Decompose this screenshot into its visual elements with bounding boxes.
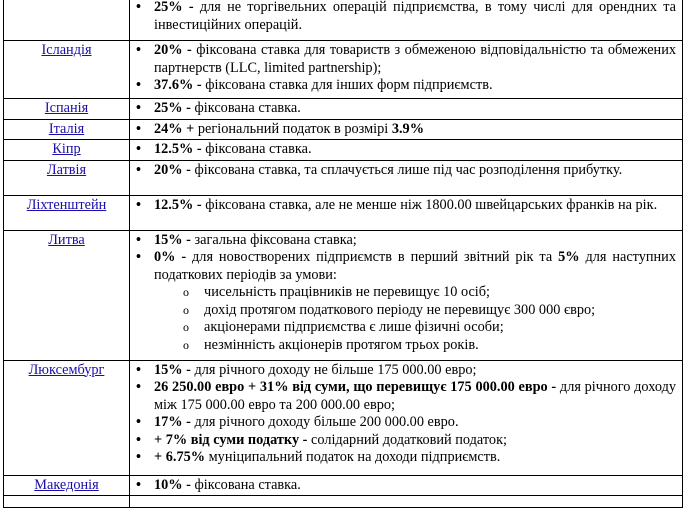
rate-text: солідарний додатковий податок; xyxy=(311,431,507,448)
country-cell xyxy=(4,41,130,99)
country-row xyxy=(4,0,683,41)
rates-cell xyxy=(130,360,683,475)
rate-value: 37.6% - xyxy=(154,77,206,93)
country-cell xyxy=(4,160,130,195)
tax-table-body xyxy=(4,0,683,508)
rate-text: муніципальний податок на доходи підприємств. xyxy=(208,449,501,465)
rates-cell xyxy=(130,41,683,99)
country-row xyxy=(4,496,683,508)
rate-text: для річного доходу більше 200 000.00 евро. xyxy=(194,414,459,430)
rate-item xyxy=(130,141,676,159)
rate-value: 0% - xyxy=(154,249,193,265)
country-link-2[interactable]: Іспанія xyxy=(44,100,89,116)
rate-value: 26 250.00 евро + 31% від суми, що перевищує 175 000.00 евро - xyxy=(154,379,560,395)
country-link-1[interactable]: Ісландія xyxy=(41,42,92,58)
rates-cell xyxy=(130,475,683,496)
condition-item: o чисельність працівників не перевищує 10 осіб; xyxy=(154,284,676,302)
rates-cell xyxy=(130,99,683,120)
country-link-5[interactable]: Латвія xyxy=(46,161,87,178)
country-row xyxy=(4,360,683,475)
rate-text: фіксована ставка. xyxy=(194,476,301,493)
rate-item xyxy=(130,379,676,414)
rate-value: 25% - xyxy=(154,0,200,15)
condition-item: o акціонерами підприємства є лише фізичні особи; xyxy=(154,319,676,337)
rate-text: фіксована ставка для інших форм підприємств. xyxy=(205,77,493,93)
country-cell xyxy=(4,0,130,41)
rate-text: для наступних податкових періодів за умови: xyxy=(154,249,676,283)
rate-value: 12.5% - xyxy=(154,141,206,157)
country-cell xyxy=(4,360,130,475)
country-cell xyxy=(4,475,130,496)
rate-value: 17% - xyxy=(154,414,195,430)
rate-item xyxy=(130,197,676,215)
rate-value: + 7% від суми податку - xyxy=(154,431,312,448)
country-row xyxy=(4,41,683,99)
rates-list xyxy=(130,162,676,180)
rate-text: для не торгівельних операцій підприємства, в тому числі для орендних та інвестиційних операцій. xyxy=(154,0,676,33)
rate-text: для новостворених підприємств в перший звітний рік та xyxy=(192,249,559,265)
rate-item xyxy=(130,249,676,354)
rate-item xyxy=(130,77,676,95)
rate-value: 24% + xyxy=(154,120,198,137)
country-link-7[interactable]: Литва xyxy=(48,231,85,248)
rate-value: 12.5% - xyxy=(154,196,206,213)
rate-item xyxy=(130,362,676,380)
rate-item xyxy=(130,42,676,77)
rate-text: фіксована ставка. xyxy=(194,100,301,116)
country-cell xyxy=(4,496,130,508)
rate-value: 5% xyxy=(558,249,586,265)
country-cell xyxy=(4,195,130,230)
rates-list xyxy=(130,477,676,495)
rates-cell xyxy=(130,160,683,195)
rate-item xyxy=(130,0,676,34)
rate-text: загальна фіксована ставка; xyxy=(194,231,357,248)
rate-value: 3.9% xyxy=(391,120,424,137)
rate-item xyxy=(130,477,676,495)
rates-list xyxy=(130,197,676,215)
rates-list xyxy=(130,141,676,159)
rate-text: фіксована ставка. xyxy=(205,141,312,157)
rates-cell xyxy=(130,140,683,161)
country-link-4[interactable]: Кіпр xyxy=(52,141,81,157)
rates-cell xyxy=(130,0,683,41)
country-cell xyxy=(4,140,130,161)
country-link-8[interactable]: Люксембург xyxy=(28,361,105,378)
rates-list xyxy=(130,232,676,355)
condition-item: o незмінність акціонерів протягом трьох років. xyxy=(154,337,676,355)
rate-value: + 6.75% xyxy=(154,449,209,465)
rate-text: фіксована ставка, та сплачується лише під час розподілення прибутку. xyxy=(194,161,623,178)
rate-value: 20% - xyxy=(154,42,197,58)
country-cell xyxy=(4,99,130,120)
rates-list xyxy=(130,121,676,139)
rate-item xyxy=(130,162,676,180)
country-cell xyxy=(4,119,130,140)
rate-text: для річного доходу між 175 000.00 евро та 200 000.00 евро; xyxy=(154,379,676,413)
rate-text: фіксована ставка для товариств з обмеженою відповідальністю та обмежених партнерств (LLC, limited partnership); xyxy=(154,42,676,76)
rate-value: 20% - xyxy=(154,161,195,178)
rates-cell xyxy=(130,230,683,360)
country-row xyxy=(4,160,683,195)
rates-list xyxy=(130,362,676,467)
rate-value: 15% - xyxy=(154,361,195,378)
country-link-6[interactable]: Ліхтенштейн xyxy=(26,196,107,213)
rate-item xyxy=(130,100,676,118)
rates-list xyxy=(130,100,676,118)
country-row xyxy=(4,140,683,161)
rates-list xyxy=(130,42,676,95)
rate-text: для річного доходу не більше 175 000.00 евро; xyxy=(194,361,477,378)
rate-item xyxy=(130,432,676,450)
rate-text: фіксована ставка, але не менше ніж 1800.00 швейцарських франків на рік. xyxy=(205,196,658,213)
tax-rates-table xyxy=(3,0,683,508)
country-row xyxy=(4,99,683,120)
condition-item: o дохід протягом податкового періоду не перевищує 300 000 євро; xyxy=(154,302,676,320)
rate-value: 25% - xyxy=(154,100,195,116)
condition-list xyxy=(154,284,676,354)
country-cell xyxy=(4,230,130,360)
rates-cell xyxy=(130,119,683,140)
country-link-9[interactable]: Македонія xyxy=(34,476,99,493)
country-row xyxy=(4,475,683,496)
rates-cell xyxy=(130,195,683,230)
country-link-3[interactable]: Італія xyxy=(48,120,85,137)
rate-item xyxy=(130,121,676,139)
rate-item xyxy=(130,232,676,250)
rates-list xyxy=(130,0,676,34)
rates-cell xyxy=(130,496,683,508)
rate-text: регіональний податок в розмірі xyxy=(197,120,392,137)
rate-item xyxy=(130,414,676,432)
rate-item xyxy=(130,449,676,467)
country-row xyxy=(4,119,683,140)
country-row xyxy=(4,195,683,230)
country-row xyxy=(4,230,683,360)
rate-value: 15% - xyxy=(154,231,195,248)
rate-value: 10% - xyxy=(154,476,195,493)
